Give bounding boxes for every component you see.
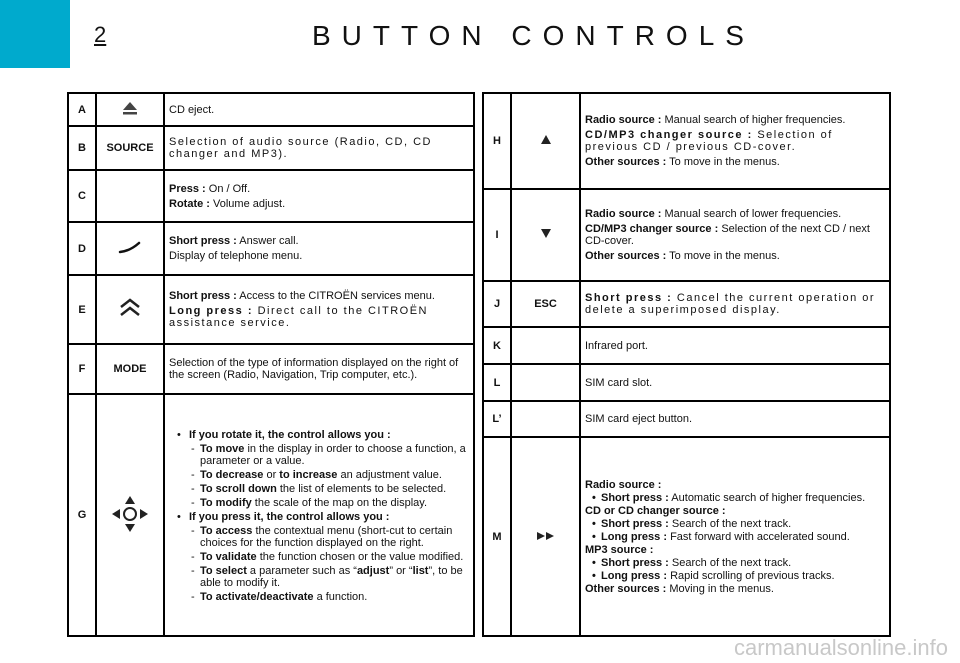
row-b xyxy=(68,126,474,170)
row-letter: I xyxy=(483,189,511,281)
row-letter: J xyxy=(483,281,511,327)
row-a xyxy=(68,93,474,126)
row-letter: G xyxy=(68,394,96,636)
row-l xyxy=(483,364,890,401)
row-description: Radio source : Manual search of higher frequencies. CD/MP3 changer source : Selection of previous CD / previous CD-cover. Other sources : To move in the menus. xyxy=(580,93,890,189)
row-m xyxy=(483,437,890,636)
arrow-up-icon xyxy=(511,93,580,189)
row-letter: H xyxy=(483,93,511,189)
row-h xyxy=(483,93,890,189)
infrared-port-symbol xyxy=(511,327,580,364)
row-description: Short press : Access to the CITROËN services menu. Long press : Direct call to the CITROËN assistance service. xyxy=(164,275,474,344)
left-controls-table xyxy=(67,92,475,637)
row-letter: E xyxy=(68,275,96,344)
sim-slot-symbol xyxy=(511,364,580,401)
row-description: Selection of the type of information displayed on the right of the screen (Radio, Navigation, Trip computer, etc.). xyxy=(164,344,474,394)
row-g xyxy=(68,394,474,636)
row-letter: B xyxy=(68,126,96,170)
row-d xyxy=(68,222,474,275)
row-description: Short press : Answer call. Display of telephone menu. xyxy=(164,222,474,275)
row-letter: M xyxy=(483,437,511,636)
row-description: Infrared port. xyxy=(580,327,890,364)
row-k xyxy=(483,327,890,364)
row-letter: L’ xyxy=(483,401,511,437)
page-title: BUTTON CONTROLS xyxy=(312,20,755,51)
citroen-chevrons-icon xyxy=(96,275,164,344)
row-description: CD eject. xyxy=(164,93,474,126)
row-description: • If you rotate it, the control allows you : - To move in the display in order to choose a function, a parameter or a value. - To decrease or to increase an adjustment value. - To scroll down the list of elements to be selected. - To modify the scale of the map on the display. • If you press it, the control allows you : - To access the contextual menu (short-cut to certain choices for the function displayed on the right. - To validate the function chosen or the value modified. - To select a parameter such as “adjust” or “list”, to be able to modify it. - To activate/deactivate a function. xyxy=(164,394,474,636)
phone-icon xyxy=(96,222,164,275)
row-c xyxy=(68,170,474,222)
sim-eject-symbol xyxy=(511,401,580,437)
row-description: SIM card slot. xyxy=(580,364,890,401)
row-letter: C xyxy=(68,170,96,222)
row-description: Selection of audio source (Radio, CD, CD changer and MP3). xyxy=(164,126,474,170)
row-j xyxy=(483,281,890,327)
arrow-down-icon xyxy=(511,189,580,281)
row-description: Short press : Cancel the current operation or delete a superimposed display. xyxy=(580,281,890,327)
volume-knob-symbol xyxy=(96,170,164,222)
row-e xyxy=(68,275,474,344)
right-controls-table xyxy=(482,92,891,637)
page-number: 2 xyxy=(94,22,107,47)
navigation-pad-icon xyxy=(96,394,164,636)
row-letter: D xyxy=(68,222,96,275)
row-letter: K xyxy=(483,327,511,364)
source-button-label: SOURCE xyxy=(96,126,164,170)
row-i xyxy=(483,189,890,281)
eject-icon xyxy=(96,93,164,126)
row-f xyxy=(68,344,474,394)
row-letter: F xyxy=(68,344,96,394)
row-description: Radio source : • Short press : Automatic search of higher frequencies. CD or CD changer source : • Short press : Search of the next track. • Long press : Fast forward with accelerated sound. MP3 source : • Short press : Search of the next track. • Long press : Rapid scrolling of previous tracks. Other sources : Moving in the menus. xyxy=(580,437,890,636)
corner-tab xyxy=(0,0,70,68)
watermark: carmanualsonline.info xyxy=(733,635,948,660)
esc-button-label: ESC xyxy=(511,281,580,327)
row-letter: A xyxy=(68,93,96,126)
row-letter: L xyxy=(483,364,511,401)
fast-forward-icon xyxy=(511,437,580,636)
mode-button-label: MODE xyxy=(96,344,164,394)
row-description: Radio source : Manual search of lower frequencies. CD/MP3 changer source : Selection of the next CD / next CD-cover. Other sources : To move in the menus. xyxy=(580,189,890,281)
row-description: Press : On / Off. Rotate : Volume adjust. xyxy=(164,170,474,222)
row-l-prime xyxy=(483,401,890,437)
row-description: SIM card eject button. xyxy=(580,401,890,437)
